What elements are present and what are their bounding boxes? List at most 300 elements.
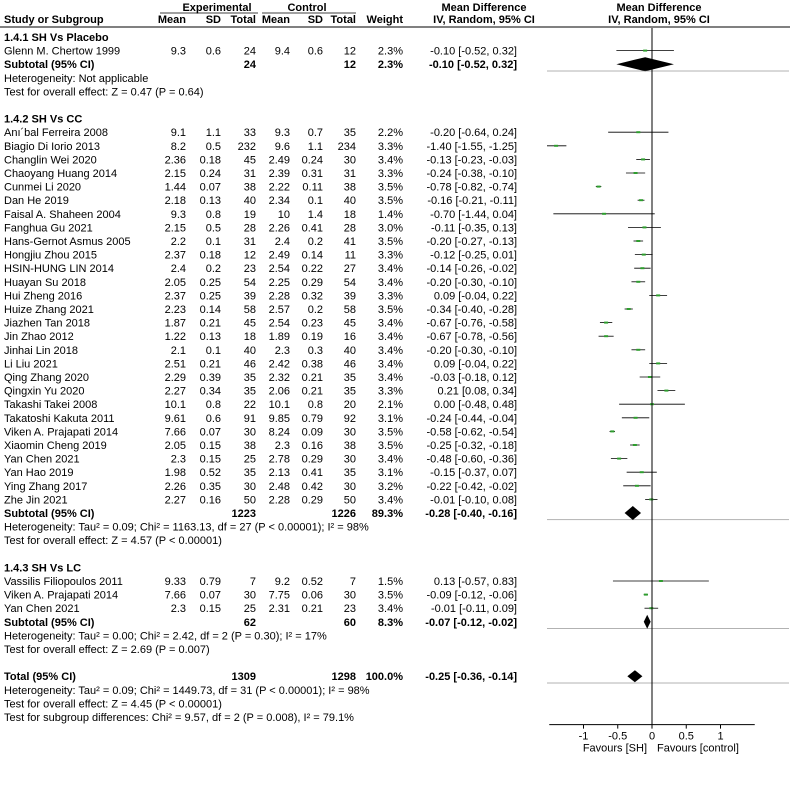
study-m2: 2.06: [268, 385, 290, 398]
study-sd1: 0.6: [205, 45, 221, 58]
study-ci-text: 0.00 [-0.48, 0.48]: [433, 399, 517, 412]
study-ci-text: -0.01 [-0.11, 0.09]: [430, 603, 517, 616]
study-sd2: 0.16: [301, 440, 323, 452]
study-label: Fanghua Gu 2021: [4, 222, 93, 235]
subgroup-heading: 1.4.3 SH Vs LC: [4, 562, 82, 575]
study-sd2: 0.29: [301, 453, 323, 466]
study-m1: 1.87: [164, 317, 186, 330]
study-n1: 35: [243, 385, 256, 398]
study-label: Li Liu 2021: [4, 358, 58, 371]
study-m1: 10.1: [164, 399, 186, 412]
study-label: Faisal A. Shaheen 2004: [4, 208, 121, 221]
effect-marker: [656, 294, 660, 296]
study-m1: 2.27: [164, 385, 186, 398]
md-header-method: IV, Random, 95% CI: [433, 14, 535, 26]
effect-marker: [640, 267, 644, 269]
study-label: Viken A. Prajapati 2014: [4, 589, 119, 602]
favours-right-label: Favours [control]: [657, 742, 739, 755]
study-m2: 2.48: [268, 480, 290, 493]
study-ci-text: -0.25 [-0.32, -0.18]: [426, 440, 517, 452]
study-sd1: 0.15: [199, 603, 221, 616]
study-m2: 2.42: [268, 358, 290, 371]
study-sd1: 0.21: [199, 358, 221, 371]
study-weight: 3.4%: [377, 331, 403, 344]
study-sd2: 0.3: [307, 344, 323, 357]
effect-marker: [641, 158, 645, 160]
study-label: Jin Zhao 2012: [4, 331, 74, 344]
study-m1: 2.2: [170, 236, 186, 248]
effect-marker: [597, 186, 601, 188]
subtotal-weight: 89.3%: [371, 508, 403, 520]
effect-marker: [636, 281, 640, 283]
study-n1: 45: [243, 154, 256, 167]
stats-text: Heterogeneity: Not applicable: [4, 72, 149, 85]
study-weight: 3.4%: [377, 263, 403, 276]
study-n2: 46: [343, 358, 356, 371]
study-n1: 54: [243, 276, 256, 289]
study-weight: 3.4%: [377, 317, 403, 330]
study-weight: 3.3%: [377, 290, 403, 303]
study-m2: 9.4: [274, 45, 290, 58]
study-n2: 30: [343, 154, 356, 167]
study-m1: 2.26: [164, 480, 186, 493]
study-sd1: 0.16: [199, 494, 221, 507]
effect-marker: [617, 458, 621, 460]
study-ci-text: -0.20 [-0.27, -0.13]: [426, 236, 517, 248]
subtotal-ci-text: -0.07 [-0.12, -0.02]: [425, 616, 517, 629]
subtotal-n2: 12: [343, 59, 356, 72]
study-ci-text: -0.03 [-0.18, 0.12]: [430, 372, 517, 384]
stats-text: Heterogeneity: Tau² = 0.09; Chi² = 1163.13, df = 27 (P < 0.00001); I² = 98%: [4, 521, 369, 534]
study-n1: 91: [243, 412, 256, 425]
study-n1: 30: [243, 589, 256, 602]
study-m2: 2.34: [268, 195, 290, 208]
study-sd2: 0.11: [302, 181, 323, 194]
subtotal-n1: 1223: [231, 508, 256, 520]
study-ci-text: -0.10 [-0.52, 0.32]: [430, 45, 517, 58]
study-m1: 7.66: [164, 426, 186, 439]
study-weight: 3.3%: [377, 385, 403, 398]
study-sd2: 0.8: [307, 399, 323, 412]
study-n1: 12: [243, 249, 256, 262]
study-sd2: 0.42: [301, 480, 323, 493]
study-n1: 23: [243, 263, 256, 276]
effect-marker: [659, 580, 663, 582]
study-n1: 31: [243, 236, 256, 248]
study-sd1: 0.18: [199, 249, 221, 262]
study-n1: 30: [243, 480, 256, 493]
effect-marker: [642, 254, 646, 256]
study-m2: 2.4: [274, 236, 290, 248]
x-tick-label: -0.5: [608, 730, 628, 743]
study-label: Cunmei Li 2020: [4, 181, 82, 194]
study-ci-text: 0.21 [0.08, 0.34]: [437, 385, 517, 398]
study-m2: 9.6: [274, 140, 290, 153]
study-label: Dan He 2019: [4, 195, 69, 208]
study-n2: 234: [337, 140, 356, 153]
study-sd1: 0.07: [199, 589, 221, 602]
study-n2: 30: [343, 453, 356, 466]
study-m1: 2.23: [164, 304, 186, 316]
study-m2: 7.75: [268, 589, 290, 602]
study-m1: 2.51: [164, 358, 186, 371]
effect-marker: [649, 498, 653, 500]
study-weight: 3.2%: [377, 480, 403, 493]
study-m1: 2.15: [164, 222, 186, 235]
study-label: Glenn M. Chertow 1999: [4, 45, 121, 58]
study-weight: 3.1%: [377, 467, 403, 480]
study-sd1: 0.15: [199, 453, 221, 466]
study-n2: 27: [343, 263, 356, 276]
study-m2: 10: [277, 208, 290, 221]
pooled-diamond: [625, 506, 641, 520]
study-sd1: 0.5: [205, 140, 221, 153]
study-ci-text: -1.40 [-1.55, -1.25]: [426, 140, 517, 153]
study-label: Vassilis Filiopoulos 2011: [4, 576, 123, 588]
study-sd2: 0.21: [301, 603, 323, 616]
col-weight: Weight: [366, 14, 403, 26]
study-ci-text: -0.20 [-0.30, -0.10]: [426, 276, 517, 289]
study-sd1: 1.1: [205, 127, 221, 140]
study-m1: 2.37: [164, 249, 186, 262]
study-sd2: 0.21: [301, 385, 323, 398]
study-weight: 1.5%: [377, 576, 403, 588]
study-sd1: 0.5: [205, 222, 221, 235]
study-sd1: 0.13: [199, 331, 221, 344]
study-sd2: 0.19: [301, 331, 323, 344]
study-label: Biagio Di Iorio 2013: [4, 140, 101, 153]
study-n2: 18: [343, 208, 356, 221]
subtotal-n1: 24: [243, 59, 256, 72]
effect-marker: [639, 199, 643, 201]
study-weight: 3.4%: [377, 154, 403, 167]
study-sd2: 0.32: [301, 290, 323, 303]
study-n2: 45: [343, 317, 356, 330]
study-n2: 54: [343, 276, 356, 289]
study-m2: 9.2: [274, 576, 290, 588]
study-m2: 2.78: [268, 453, 290, 466]
study-m2: 2.54: [268, 317, 290, 330]
study-n1: 25: [243, 453, 256, 466]
total-ci-text: -0.25 [-0.36, -0.14]: [425, 671, 517, 684]
study-ci-text: 0.09 [-0.04, 0.22]: [433, 290, 517, 303]
study-ci-text: -0.12 [-0.25, 0.01]: [430, 249, 517, 262]
study-label: Hongjiu Zhou 2015: [4, 249, 97, 262]
study-m2: 2.28: [268, 494, 290, 507]
study-m2: 2.31: [268, 603, 290, 616]
study-sd2: 0.22: [301, 263, 323, 276]
effect-marker: [648, 376, 652, 378]
study-sd1: 0.07: [199, 426, 221, 439]
stats-text: Test for overall effect: Z = 4.45 (P < 0.00001): [4, 698, 222, 711]
study-sd2: 0.7: [307, 127, 323, 140]
study-n1: 45: [243, 317, 256, 330]
study-m2: 10.1: [268, 399, 290, 412]
study-sd1: 0.8: [205, 399, 221, 412]
study-m1: 2.05: [164, 276, 186, 289]
study-ci-text: -0.34 [-0.40, -0.28]: [426, 304, 517, 316]
study-ci-text: -0.24 [-0.38, -0.10]: [426, 168, 517, 180]
study-sd1: 0.52: [199, 467, 221, 480]
study-n2: 50: [343, 494, 356, 507]
pooled-diamond: [616, 57, 674, 71]
col-exp-mean: Mean: [157, 14, 186, 26]
stats-text: Test for overall effect: Z = 0.47 (P = 0.64): [4, 86, 204, 99]
study-n1: 18: [243, 331, 256, 344]
study-n1: 25: [243, 603, 256, 616]
study-m2: 9.3: [274, 127, 290, 140]
study-sd2: 0.41: [301, 222, 323, 235]
study-m1: 1.22: [164, 331, 186, 344]
study-sd2: 0.41: [301, 467, 323, 480]
study-ci-text: -0.20 [-0.64, 0.24]: [430, 127, 517, 140]
favours-left-label: Favours [SH]: [582, 742, 647, 755]
study-sd2: 0.23: [301, 317, 323, 330]
plot-header-title: Mean Difference: [616, 2, 702, 14]
study-n1: 38: [243, 181, 256, 194]
study-label: Yan Chen 2021: [4, 603, 80, 616]
study-n2: 11: [344, 249, 356, 262]
study-sd2: 0.29: [301, 494, 323, 507]
study-label: Qing Zhang 2020: [4, 372, 90, 384]
study-sd1: 0.1: [205, 344, 221, 357]
study-ci-text: -0.67 [-0.76, -0.58]: [426, 317, 517, 330]
study-n1: 28: [243, 222, 256, 235]
study-weight: 3.1%: [377, 412, 403, 425]
study-weight: 3.5%: [377, 426, 403, 439]
stats-text: Test for overall effect: Z = 4.57 (P < 0.00001): [4, 535, 222, 548]
table-rows: [4, 32, 517, 724]
study-m1: 2.3: [170, 453, 186, 466]
col-ctl-total: Total: [330, 14, 356, 26]
study-m2: 8.24: [268, 426, 290, 439]
study-n2: 58: [343, 304, 356, 316]
study-m2: 2.26: [268, 222, 290, 235]
study-m2: 2.3: [274, 440, 290, 452]
study-m1: 2.05: [164, 440, 186, 452]
study-n1: 31: [243, 168, 256, 180]
effect-marker: [664, 390, 668, 392]
study-sd2: 0.31: [301, 168, 323, 180]
study-label: HSIN-HUNG LIN 2014: [4, 263, 115, 276]
study-weight: 3.3%: [377, 249, 403, 262]
study-m1: 8.2: [170, 140, 186, 153]
col-exp-sd: SD: [205, 14, 221, 26]
md-header-title: Mean Difference: [441, 2, 527, 14]
study-m1: 2.3: [170, 603, 186, 616]
study-n2: 40: [343, 344, 356, 357]
total-n2: 1298: [331, 671, 356, 684]
study-m1: 2.37: [164, 290, 186, 303]
study-ci-text: -0.20 [-0.30, -0.10]: [426, 344, 517, 357]
effect-marker: [554, 145, 558, 147]
study-weight: 3.5%: [377, 589, 403, 602]
study-weight: 3.4%: [377, 453, 403, 466]
study-m1: 2.15: [164, 168, 186, 180]
study-m2: 9.85: [268, 412, 290, 425]
study-n2: 41: [343, 236, 356, 248]
subtotal-label: Subtotal (95% CI): [4, 616, 95, 629]
study-ci-text: -0.09 [-0.12, -0.06]: [426, 589, 517, 602]
study-weight: 3.4%: [377, 494, 403, 507]
study-sd2: 0.1: [307, 195, 323, 208]
study-sd2: 0.6: [307, 45, 323, 58]
study-sd2: 1.1: [307, 140, 323, 153]
effect-marker: [634, 417, 638, 419]
study-sd1: 0.18: [199, 154, 221, 167]
study-m1: 9.3: [170, 208, 186, 221]
study-label: Huize Zhang 2021: [4, 304, 94, 316]
study-n1: 24: [243, 45, 256, 58]
effect-marker: [604, 335, 608, 337]
study-sd1: 0.21: [199, 317, 221, 330]
stats-text: Heterogeneity: Tau² = 0.00; Chi² = 2.42, df = 2 (P = 0.30); I² = 17%: [4, 630, 327, 643]
study-ci-text: 0.09 [-0.04, 0.22]: [433, 358, 517, 371]
study-label: Yan Chen 2021: [4, 453, 80, 466]
study-label: Huayan Su 2018: [4, 276, 86, 289]
subgroup-heading: 1.4.2 SH Vs CC: [4, 113, 83, 126]
x-tick-label: 0.5: [678, 730, 694, 743]
study-sd1: 0.13: [199, 195, 221, 208]
study-sd1: 0.24: [199, 168, 221, 180]
study-label: Takashi Takei 2008: [4, 399, 98, 412]
study-n2: 30: [343, 426, 356, 439]
subtotal-ci-text: -0.28 [-0.40, -0.16]: [425, 508, 517, 520]
study-n2: 20: [343, 399, 356, 412]
study-n1: 35: [243, 372, 256, 384]
experimental-group-label: Experimental: [182, 2, 252, 14]
study-n2: 92: [343, 412, 356, 425]
study-label: Yan Hao 2019: [4, 467, 74, 480]
pooled-diamond: [644, 615, 651, 629]
study-weight: 3.4%: [377, 358, 403, 371]
subtotal-n1: 62: [243, 616, 256, 629]
study-label: Hans-Gernot Asmus 2005: [4, 236, 131, 248]
study-n2: 30: [343, 480, 356, 493]
study-n2: 23: [343, 603, 356, 616]
study-n2: 35: [343, 127, 356, 140]
effect-marker: [602, 213, 606, 215]
study-weight: 3.3%: [377, 140, 403, 153]
study-sd1: 0.14: [199, 304, 221, 316]
study-m2: 2.22: [268, 181, 290, 194]
subtotal-label: Subtotal (95% CI): [4, 508, 95, 520]
control-group-label: Control: [287, 2, 327, 14]
effect-marker: [642, 226, 646, 228]
study-n2: 40: [343, 195, 356, 208]
study-m2: 2.49: [268, 249, 290, 262]
effect-marker: [636, 240, 640, 242]
study-m1: 2.27: [164, 494, 186, 507]
x-tick-label: 0: [648, 730, 656, 743]
plot-area: [547, 28, 789, 755]
study-sd1: 0.07: [199, 181, 221, 194]
study-sd1: 0.25: [199, 276, 221, 289]
study-weight: 3.4%: [377, 372, 403, 384]
study-sd2: 0.09: [301, 426, 323, 439]
study-ci-text: -0.67 [-0.78, -0.56]: [426, 331, 517, 344]
study-weight: 3.5%: [377, 440, 403, 452]
study-label: Viken A. Prajapati 2014: [4, 426, 119, 439]
study-ci-text: -0.24 [-0.44, -0.04]: [426, 412, 517, 425]
study-weight: 2.2%: [377, 127, 403, 140]
col-ctl-sd: SD: [307, 14, 323, 26]
study-sd1: 0.15: [199, 440, 221, 452]
study-weight: 3.5%: [377, 181, 403, 194]
study-ci-text: -0.16 [-0.21, -0.11]: [427, 195, 517, 208]
study-n2: 31: [343, 168, 356, 180]
study-n2: 7: [349, 576, 356, 588]
study-weight: 3.3%: [377, 168, 403, 180]
study-n2: 35: [343, 372, 356, 384]
study-sd2: 0.2: [307, 304, 323, 316]
study-m1: 9.3: [170, 45, 186, 58]
subtotal-weight: 8.3%: [377, 616, 403, 629]
study-m1: 2.1: [170, 344, 186, 357]
study-m2: 2.39: [268, 168, 290, 180]
effect-marker: [635, 485, 639, 487]
study-ci-text: -0.70 [-1.44, 0.04]: [430, 208, 517, 221]
study-label: Zhe Jin 2021: [4, 494, 68, 507]
study-label: Hui Zheng 2016: [4, 290, 83, 303]
study-label: Anı´bal Ferreira 2008: [4, 127, 108, 140]
study-label: Changlin Wei 2020: [4, 154, 97, 167]
col-ctl-mean: Mean: [261, 14, 290, 26]
study-m2: 2.13: [268, 467, 290, 480]
effect-marker: [644, 594, 648, 596]
study-sd2: 0.06: [301, 589, 323, 602]
study-sd1: 0.79: [199, 576, 221, 588]
study-m1: 9.33: [164, 576, 186, 588]
subtotal-n2: 1226: [331, 508, 356, 520]
study-ci-text: -0.22 [-0.42, -0.02]: [426, 480, 517, 493]
subgroup-heading: 1.4.1 SH Vs Placebo: [4, 32, 109, 44]
effect-marker: [634, 172, 638, 174]
effect-marker: [627, 308, 631, 310]
study-m1: 2.18: [164, 195, 186, 208]
study-n2: 35: [343, 385, 356, 398]
study-n1: 35: [243, 467, 256, 480]
subtotal-n2: 60: [343, 616, 356, 629]
study-weight: 3.4%: [377, 603, 403, 616]
study-m1: 9.61: [164, 412, 186, 425]
study-n1: 46: [243, 358, 256, 371]
study-m2: 2.54: [268, 263, 290, 276]
study-n2: 16: [343, 331, 356, 344]
effect-marker: [656, 362, 660, 364]
effect-marker: [610, 430, 614, 432]
effect-marker: [636, 131, 640, 133]
study-label: Jinhai Lin 2018: [4, 344, 79, 357]
col-exp-total: Total: [230, 14, 256, 26]
study-sd2: 0.38: [301, 358, 323, 371]
study-m1: 2.4: [170, 263, 186, 276]
stats-text: Heterogeneity: Tau² = 0.09; Chi² = 1449.73, df = 31 (P < 0.00001); I² = 98%: [4, 684, 370, 697]
study-sd2: 1.4: [307, 208, 323, 221]
study-n1: 38: [243, 440, 256, 452]
study-sd1: 0.8: [205, 208, 221, 221]
study-n1: 33: [243, 127, 256, 140]
study-weight: 2.1%: [377, 399, 403, 412]
effect-marker: [643, 50, 647, 52]
study-label: Chaoyang Huang 2014: [4, 168, 118, 180]
study-label: Qingxin Yu 2020: [4, 385, 85, 398]
study-weight: 3.4%: [377, 344, 403, 357]
study-ci-text: -0.78 [-0.82, -0.74]: [426, 181, 517, 194]
effect-marker: [604, 322, 608, 324]
plot-header-method: IV, Random, 95% CI: [608, 14, 710, 26]
study-label: Ying Zhang 2017: [4, 480, 88, 493]
